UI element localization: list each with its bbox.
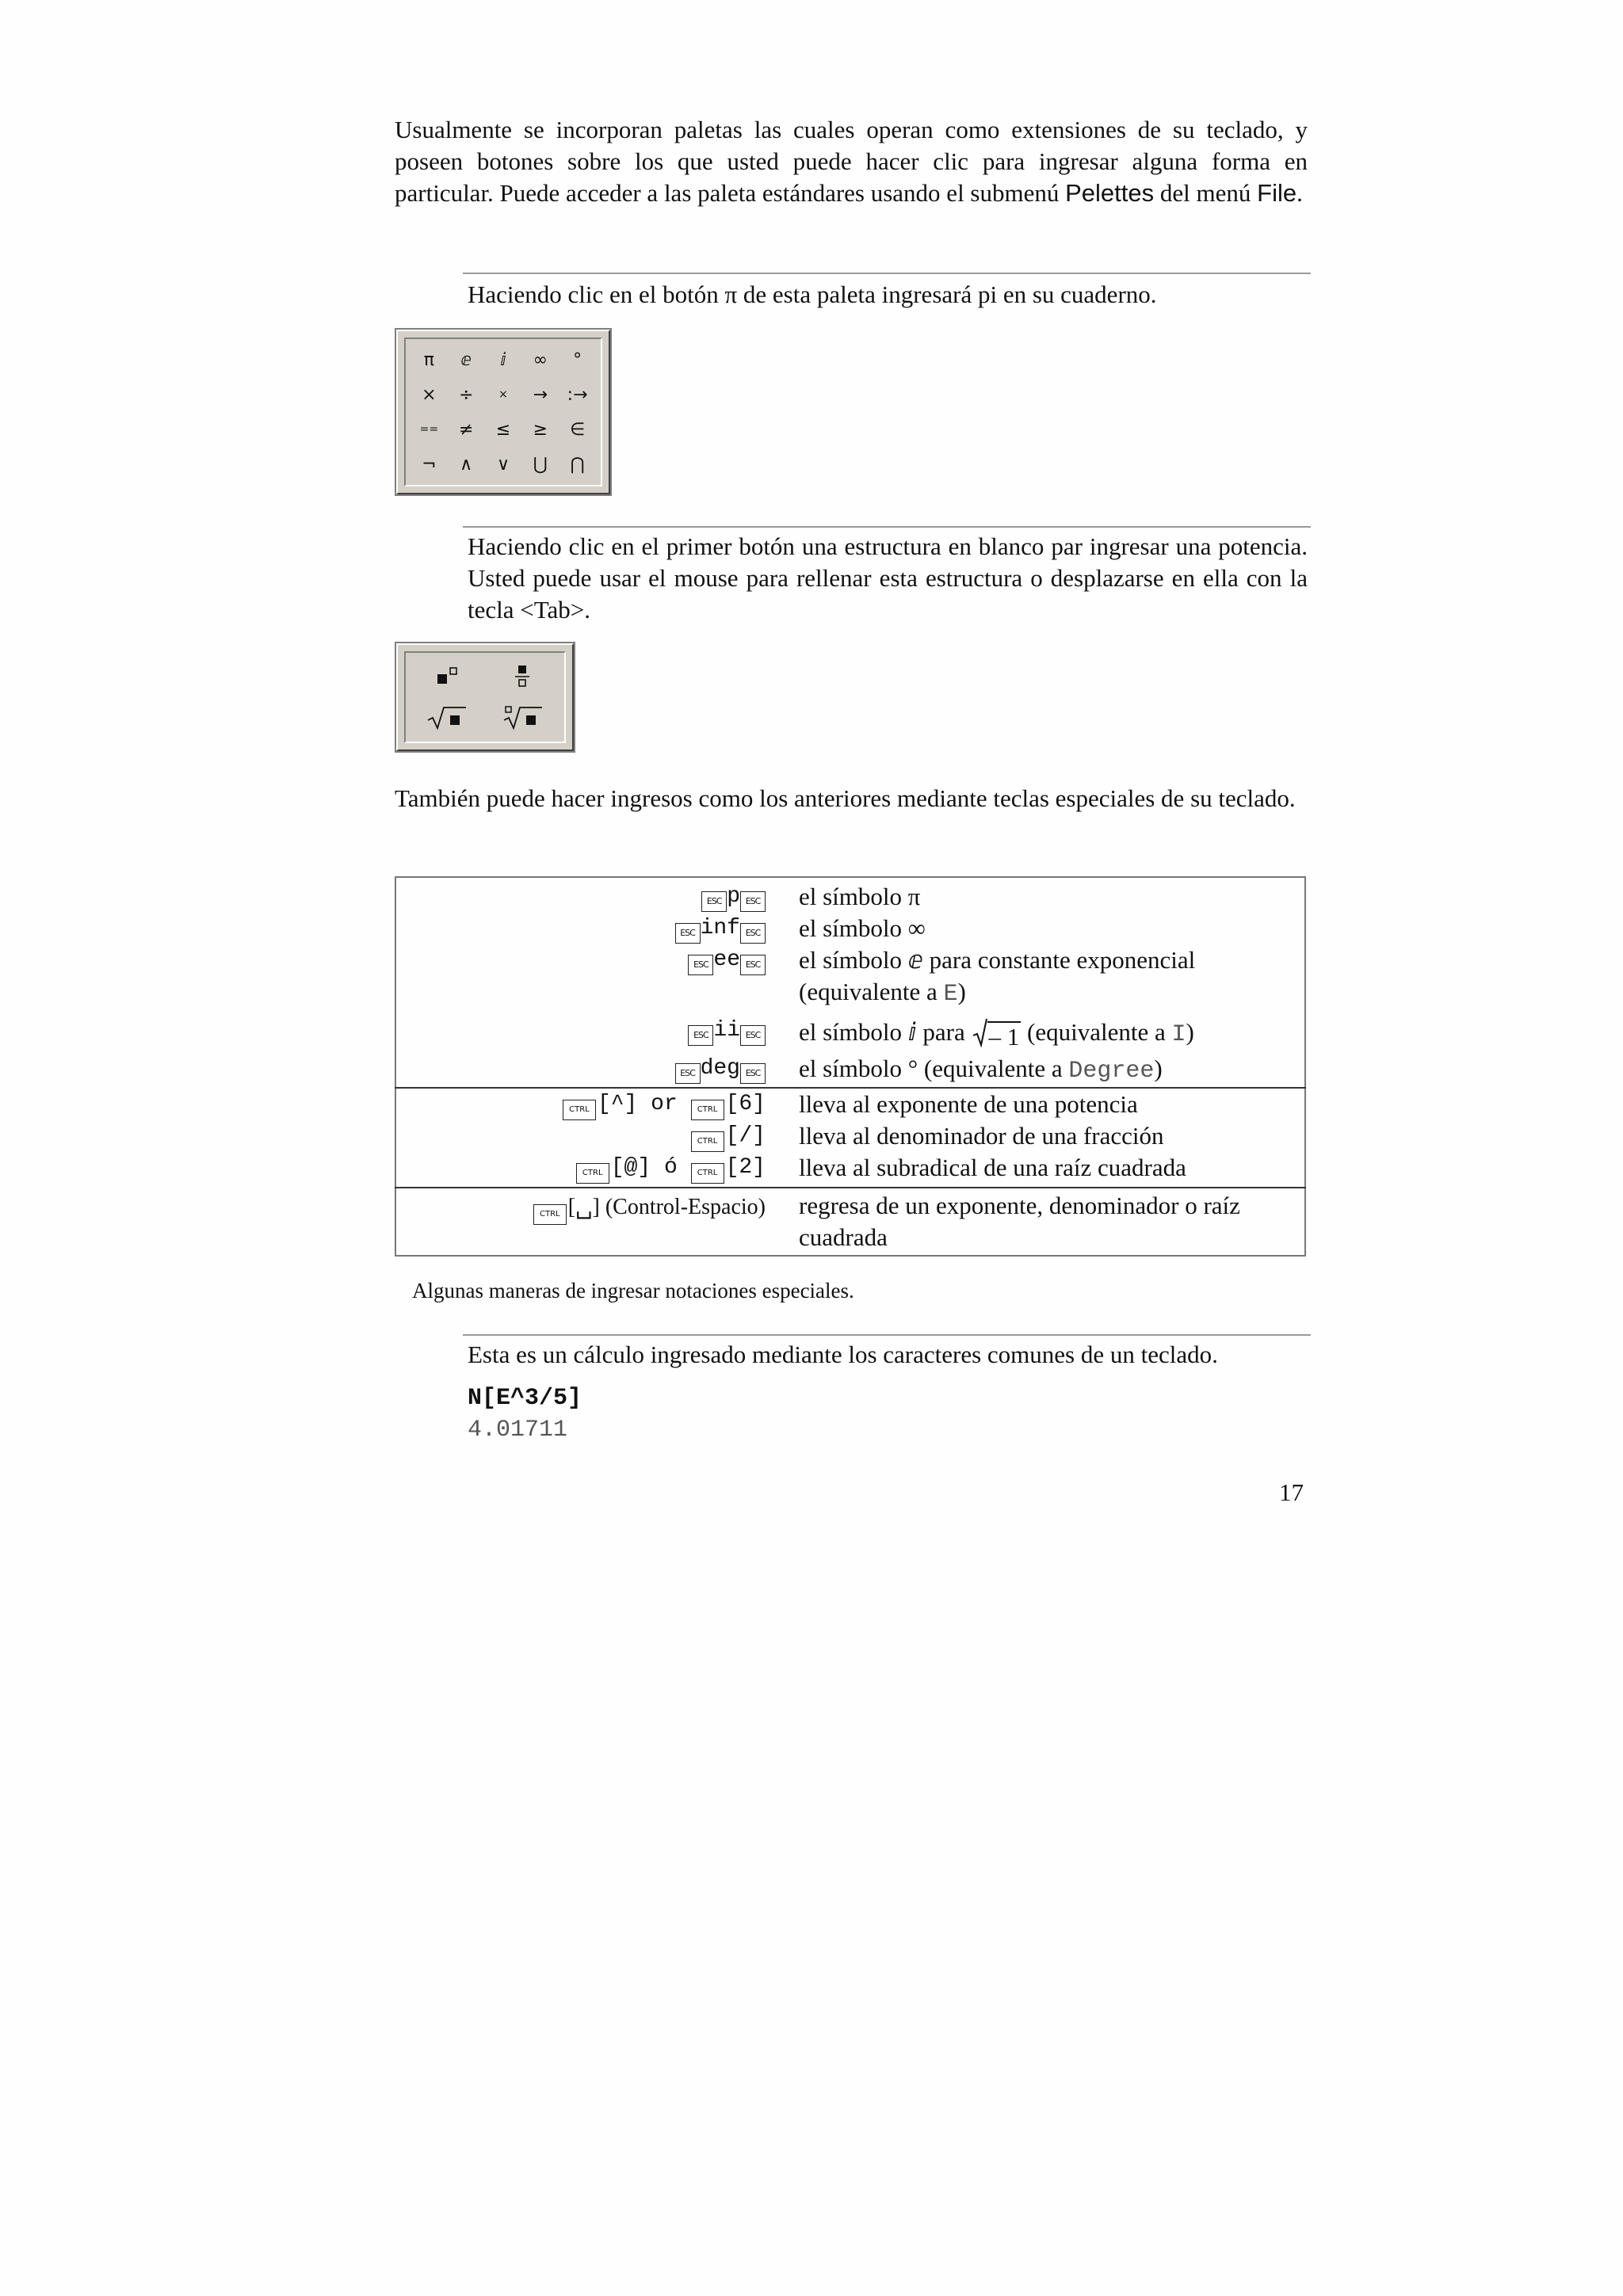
keystroke-table <box>395 876 1306 1257</box>
page-number: 17 <box>1279 1478 1304 1506</box>
power-template-icon <box>434 665 461 688</box>
palette-inner <box>404 338 602 486</box>
table-row <box>395 944 1305 1010</box>
esc-key-icon: ESC <box>675 1063 701 1084</box>
esc-key-icon: ESC <box>740 1063 766 1084</box>
pi-button[interactable]: π <box>423 349 435 370</box>
desc-text: ) <box>1186 1018 1194 1046</box>
key-text: [6] <box>725 1092 766 1116</box>
key-text: p <box>727 884 740 909</box>
esc-key-icon: ESC <box>701 891 727 912</box>
key-description: regresa de un exponente, denominador o raíz cuadrada <box>785 1188 1305 1256</box>
key-sequence <box>395 1010 785 1053</box>
note3-text: Esta es un cálculo ingresado mediante los caracteres comunes de un teclado. <box>468 1341 1218 1368</box>
square-root-template-icon <box>426 704 469 731</box>
key-description <box>785 1010 1305 1053</box>
sqrt-argument: – 1 <box>988 1023 1020 1051</box>
desc-text: para constante exponencial (equivalente a <box>799 946 1196 1005</box>
key-sequence <box>395 1053 785 1088</box>
note3-rule <box>463 1334 1311 1336</box>
and-button[interactable]: ∧ <box>460 454 473 475</box>
key-text: [␣] (Control-Espacio) <box>567 1195 766 1219</box>
infinity-button[interactable]: ∞ <box>533 349 548 370</box>
esc-key-icon: ESC <box>688 955 713 975</box>
table-row <box>395 1120 1305 1152</box>
divide-button[interactable]: ÷ <box>458 384 474 405</box>
key-description <box>785 1053 1305 1088</box>
intro-text-2: del menú <box>1154 179 1258 207</box>
code-symbol: E <box>943 981 958 1008</box>
key-sequence <box>395 1188 785 1256</box>
key-text: ee <box>713 948 740 972</box>
esc-key-icon: ESC <box>740 891 766 912</box>
palette-inner <box>404 651 566 743</box>
note1-rule <box>463 273 1311 274</box>
basic-input-palette <box>396 330 610 494</box>
desc-text: el símbolo <box>799 946 908 974</box>
less-equal-button[interactable]: ≤ <box>495 419 511 440</box>
union-button[interactable]: ⋃ <box>533 454 548 475</box>
key-text: [/] <box>725 1123 766 1148</box>
note2-rule <box>463 526 1311 528</box>
ctrl-key-icon: CTRL <box>533 1204 567 1225</box>
delayed-rule-button[interactable]: :→ <box>567 384 588 405</box>
desc-text: para <box>916 1018 972 1046</box>
table-row <box>395 1088 1305 1120</box>
key-text: [^] <box>597 1092 638 1116</box>
desc-text: el símbolo ° (equivalente a <box>799 1055 1069 1082</box>
key-text: deg <box>700 1056 740 1081</box>
table-row <box>395 1188 1305 1256</box>
element-button[interactable]: ∈ <box>570 419 586 440</box>
esc-key-icon: ESC <box>740 955 766 975</box>
nth-root-template-icon <box>501 704 544 731</box>
square-root-template-button[interactable] <box>411 697 485 738</box>
key-description <box>785 944 1305 1010</box>
esc-key-icon: ESC <box>675 923 701 944</box>
esc-key-icon: ESC <box>688 1025 713 1046</box>
intro-text-3: . <box>1296 179 1303 207</box>
key-text: or <box>637 1092 691 1116</box>
equal-button[interactable]: == <box>419 423 439 436</box>
desc-text: el símbolo <box>799 1018 908 1046</box>
imaginary-i-symbol: ⅈ <box>907 1018 917 1046</box>
intro-paragraph <box>395 114 1308 209</box>
desc-text: ) <box>957 978 966 1005</box>
desc-text: (equivalente a <box>1021 1018 1172 1046</box>
ctrl-key-icon: CTRL <box>691 1163 724 1184</box>
power-template-button[interactable] <box>411 656 485 697</box>
radical-sign-icon <box>972 1016 987 1048</box>
not-button[interactable]: ¬ <box>422 454 437 475</box>
square-root-symbol <box>972 1016 1022 1053</box>
esc-key-icon: ESC <box>740 1025 766 1046</box>
table-row <box>395 1152 1305 1188</box>
key-sequence <box>395 1152 785 1188</box>
palettes-menu-name: Pelettes <box>1065 179 1155 207</box>
greater-equal-button[interactable]: ≥ <box>533 419 548 440</box>
code-symbol: I <box>1171 1021 1186 1048</box>
key-sequence <box>395 944 785 1010</box>
desc-text: ) <box>1154 1055 1163 1082</box>
ctrl-key-icon: CTRL <box>691 1100 724 1120</box>
palette-button-grid <box>411 342 596 482</box>
rule-button[interactable]: → <box>533 384 548 405</box>
note2-text: Haciendo clic en el primer botón una estructura en blanco par ingresar una potencia. Usted puede usar el mouse para rellenar esta estructura o desplazarse en ella con la tecla <Tab>. <box>468 532 1308 624</box>
times-button[interactable]: × <box>422 384 437 405</box>
intro-text: Usualmente se incorporan paletas las cuales operan como extensiones de su teclado, y poseen botones sobre los que usted puede hacer clic para ingresar alguna forma en particular. Puede acceder a las paleta estándares usando el submenú <box>395 116 1308 207</box>
exponential-e-button[interactable]: ⅇ <box>460 349 472 370</box>
key-sequence <box>395 1120 785 1152</box>
key-description: lleva al denominador de una fracción <box>799 1122 1164 1150</box>
key-description: el símbolo ∞ <box>799 914 926 942</box>
table-row <box>395 877 1305 913</box>
esc-key-icon: ESC <box>740 923 766 944</box>
not-equal-button[interactable]: ≠ <box>458 419 474 440</box>
fraction-template-icon <box>510 662 534 691</box>
ctrl-key-icon: CTRL <box>576 1163 609 1184</box>
table-row <box>395 1010 1305 1053</box>
ctrl-key-icon: CTRL <box>563 1100 596 1120</box>
key-sequence <box>395 877 785 913</box>
fraction-template-button[interactable] <box>485 656 559 697</box>
or-button[interactable]: ∨ <box>496 454 510 475</box>
key-description: lleva al subradical de una raíz cuadrada <box>799 1154 1186 1181</box>
key-text: [2] <box>725 1155 766 1180</box>
input-cell[interactable]: N[E^3/5] <box>468 1385 582 1412</box>
key-text: inf <box>700 916 740 940</box>
imaginary-i-button[interactable]: ⅈ <box>500 349 506 370</box>
key-description: lleva al exponente de una potencia <box>785 1088 1305 1120</box>
key-text: ó <box>651 1155 691 1180</box>
intersection-button[interactable]: ⋂ <box>570 454 585 475</box>
table-caption: Algunas maneras de ingresar notaciones especiales. <box>412 1279 854 1302</box>
key-text: [@] <box>610 1155 651 1180</box>
key-text: ii <box>713 1018 740 1043</box>
key-description: el símbolo π <box>799 883 921 910</box>
exponential-e-symbol: ⅇ <box>907 946 923 974</box>
keyboard-paragraph: También puede hacer ingresos como los anteriores mediante teclas especiales de su teclado. <box>395 784 1296 812</box>
ctrl-key-icon: CTRL <box>691 1131 724 1152</box>
structure-button-grid <box>411 656 559 738</box>
output-cell: 4.01711 <box>468 1417 568 1444</box>
cross-button[interactable]: × <box>498 388 508 401</box>
code-symbol: Degree <box>1068 1058 1155 1085</box>
table-row <box>395 1053 1305 1088</box>
degree-button[interactable]: ° <box>573 349 582 370</box>
table-row <box>395 913 1305 944</box>
key-sequence <box>395 1088 785 1120</box>
key-sequence <box>395 913 785 944</box>
nth-root-template-button[interactable] <box>485 697 559 738</box>
structure-palette <box>396 643 574 751</box>
file-menu-name: File <box>1257 179 1297 207</box>
note1-text: Haciendo clic en el botón π de esta paleta ingresará pi en su cuaderno. <box>468 280 1157 308</box>
